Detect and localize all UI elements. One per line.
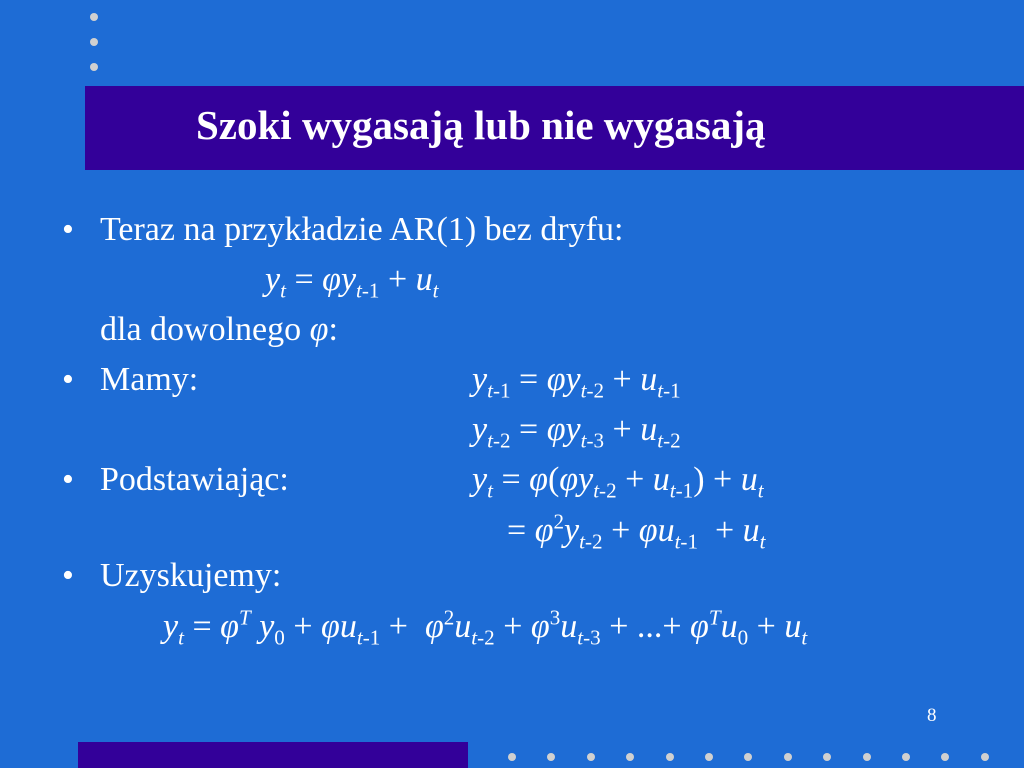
math-token: t (577, 625, 584, 650)
math-token: y (472, 361, 488, 398)
equation-substitution-1 (472, 460, 764, 503)
math-token: ) + (693, 461, 741, 498)
math-token: = (183, 608, 221, 645)
math-token: = (492, 461, 530, 498)
math-token: -3 (583, 625, 601, 650)
bullet-text-mamy: Mamy: (100, 361, 199, 398)
math-token: 2 (443, 605, 455, 630)
page-number: 8 (927, 705, 937, 726)
decor-dot (90, 13, 98, 21)
math-token: + (494, 608, 531, 645)
decor-dot (666, 753, 674, 761)
math-token: φ (322, 261, 341, 298)
math-token: y (565, 411, 581, 448)
math-token: u (742, 512, 760, 549)
math-token: + (604, 411, 641, 448)
decor-dot (90, 38, 98, 46)
math-token: 0 (737, 625, 749, 650)
math-token: t (487, 478, 493, 503)
math-token: u (720, 608, 738, 645)
math-token: φ (559, 461, 579, 498)
math-token: y (565, 361, 581, 398)
decor-dot (508, 753, 516, 761)
math-token: t (669, 478, 676, 503)
math-token: -1 (492, 378, 511, 403)
math-token: + (602, 512, 639, 549)
math-token: -2 (663, 428, 681, 453)
bullet-marker: • (62, 211, 74, 248)
math-token: u (454, 608, 472, 645)
decor-dot (587, 753, 595, 761)
math-token: u (640, 361, 658, 398)
math-token: -2 (492, 428, 511, 453)
math-token: + (284, 608, 322, 645)
math-token: φ (220, 608, 239, 645)
math-token: y (250, 608, 275, 645)
math-token: u (784, 608, 802, 645)
math-token: : (328, 311, 338, 348)
math-token: 3 (549, 605, 561, 630)
math-token: t (280, 278, 286, 303)
math-token: -2 (585, 529, 603, 554)
equation-ar1 (265, 260, 439, 303)
math-token: φ (690, 608, 709, 645)
decor-dot (705, 753, 713, 761)
math-token: φ (638, 512, 658, 549)
math-token: -1 (362, 625, 381, 650)
math-token: + (379, 261, 416, 298)
math-token: + (380, 608, 425, 645)
math-token: φ (546, 411, 566, 448)
decor-dot (823, 753, 831, 761)
math-token: t (580, 428, 587, 453)
decor-dot (941, 753, 949, 761)
math-token: 0 (274, 625, 285, 650)
math-token: u (339, 608, 357, 645)
math-token: = (507, 512, 535, 549)
decor-dot (863, 753, 871, 761)
math-token: -1 (361, 278, 380, 303)
math-token: -1 (663, 378, 681, 403)
math-token: + (697, 512, 743, 549)
decor-dot (902, 753, 910, 761)
math-token: T (238, 605, 251, 630)
math-token: t (657, 378, 664, 403)
math-token: t (487, 378, 493, 403)
math-token: t (759, 529, 766, 554)
math-token: t (432, 278, 439, 303)
math-token: u (652, 461, 670, 498)
equation-mamy-1 (472, 360, 681, 403)
math-token: + (604, 361, 641, 398)
math-token: u (740, 461, 758, 498)
math-token: = (510, 411, 547, 448)
math-token: u (560, 608, 578, 645)
math-token: 2 (553, 509, 565, 534)
math-token: φ (309, 311, 329, 348)
math-token: φ (529, 461, 548, 498)
math-token: + (748, 608, 785, 645)
math-token: t (657, 428, 664, 453)
math-token: = (510, 361, 547, 398)
decor-dot (784, 753, 792, 761)
phi-note (100, 310, 338, 350)
math-token: y (472, 461, 488, 498)
math-token: -2 (586, 378, 605, 403)
math-token: t (471, 625, 478, 650)
math-token: y (265, 261, 281, 298)
math-token: + ...+ (600, 608, 691, 645)
bullet-marker: • (62, 361, 74, 398)
math-token: t (801, 625, 808, 650)
math-token: t (580, 378, 587, 403)
math-token: t (356, 625, 363, 650)
math-token: y (564, 512, 580, 549)
decor-dot (547, 753, 555, 761)
math-token: t (674, 529, 681, 554)
math-token: φ (546, 361, 566, 398)
decor-dot (90, 63, 98, 71)
math-token: y (340, 261, 357, 298)
bullet-marker: • (62, 461, 74, 498)
decor-dot (981, 753, 989, 761)
math-token: t (178, 625, 184, 650)
math-token: φ (534, 512, 554, 549)
math-token: u (657, 512, 675, 549)
math-token: t (356, 278, 362, 303)
math-token: y (578, 461, 594, 498)
math-token: t (757, 478, 764, 503)
math-token: -1 (680, 529, 698, 554)
math-token: φ (530, 608, 550, 645)
math-token: dla dowolnego (100, 311, 310, 348)
math-token: -2 (477, 625, 495, 650)
math-token: -3 (586, 428, 605, 453)
math-token: t (487, 428, 493, 453)
math-token: u (640, 411, 658, 448)
slide-title: Szoki wygasają lub nie wygasają (196, 102, 766, 148)
math-token: u (415, 261, 433, 298)
math-token: t (579, 529, 585, 554)
math-token: + (616, 461, 653, 498)
equation-mamy-2 (472, 410, 681, 453)
math-token: = (285, 261, 323, 298)
decor-dot (744, 753, 752, 761)
math-token: t (593, 478, 600, 503)
equation-substitution-2 (507, 509, 766, 554)
math-token: ( (547, 461, 560, 498)
math-token: T (708, 605, 721, 630)
bullet-text-uzyskujemy: Uzyskujemy: (100, 557, 282, 594)
footer-bar (78, 742, 468, 768)
math-token: φ (321, 608, 340, 645)
equation-result (163, 605, 808, 650)
bullet-text-podstawiajac: Podstawiając: (100, 461, 289, 498)
math-token: y (472, 411, 488, 448)
math-token: -1 (675, 478, 694, 503)
math-token: -2 (599, 478, 617, 503)
math-token: y (163, 608, 179, 645)
bullet-marker: • (62, 557, 74, 594)
bullet-text-intro: Teraz na przykładzie AR(1) bez dryfu: (100, 211, 624, 248)
decor-dot (626, 753, 634, 761)
math-token: φ (424, 608, 444, 645)
